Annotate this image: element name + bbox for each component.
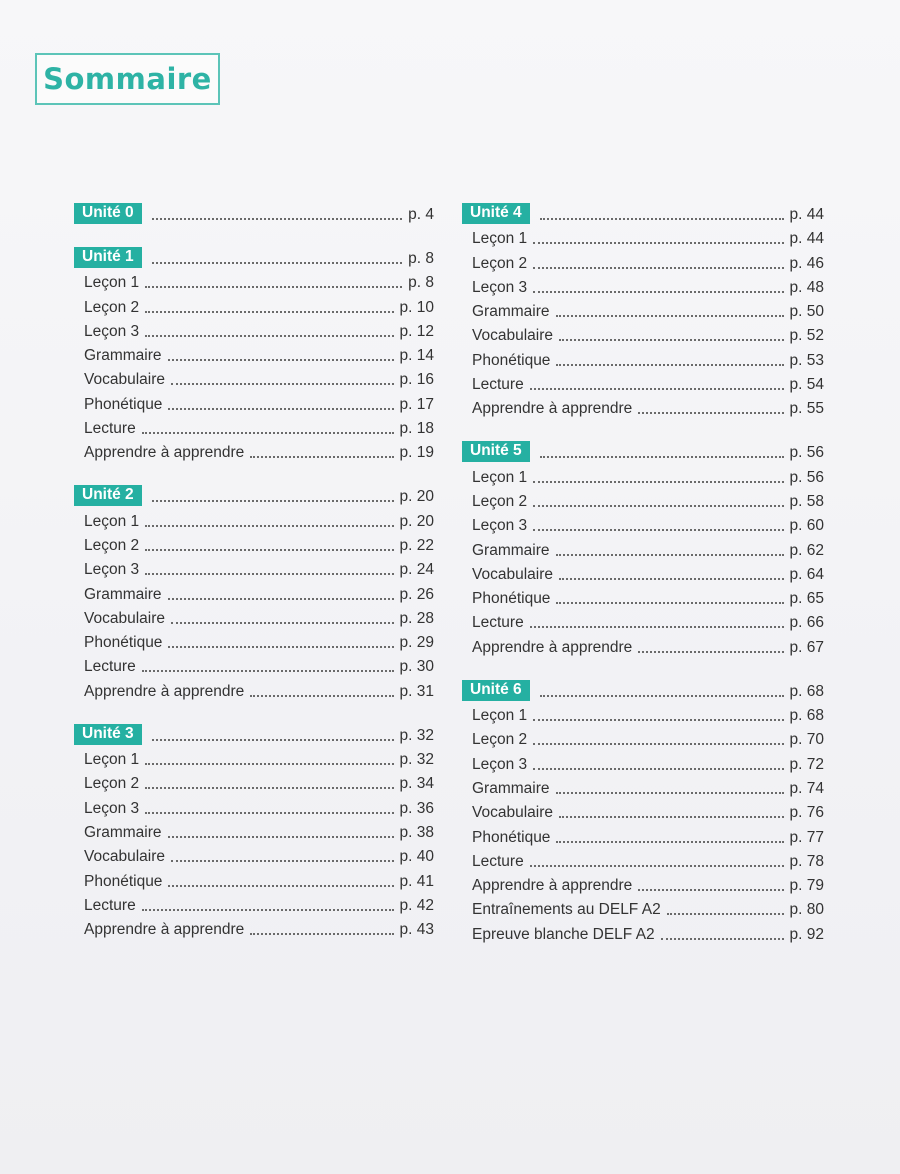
toc-entry[interactable] bbox=[74, 628, 434, 652]
toc-unit-heading[interactable] bbox=[74, 480, 434, 506]
toc-entry[interactable] bbox=[74, 652, 434, 676]
toc-entry[interactable] bbox=[74, 506, 434, 530]
entry-label: Leçon 2 bbox=[472, 731, 528, 749]
page-number: p. 18 bbox=[399, 420, 434, 438]
entry-label: Leçon 2 bbox=[84, 775, 140, 793]
page-number: p. 8 bbox=[408, 274, 434, 292]
toc-unit-heading[interactable] bbox=[74, 719, 434, 745]
toc-left-column bbox=[74, 198, 434, 957]
page-number: p. 40 bbox=[399, 848, 434, 866]
dot-leader bbox=[168, 836, 394, 838]
dot-leader bbox=[556, 364, 783, 366]
dot-leader bbox=[142, 670, 394, 672]
page-number: p. 34 bbox=[399, 775, 434, 793]
page-number: p. 22 bbox=[399, 536, 434, 554]
toc-entry[interactable] bbox=[462, 584, 824, 608]
dot-leader bbox=[145, 573, 393, 575]
toc-unit-heading[interactable] bbox=[462, 675, 824, 701]
dot-leader bbox=[638, 651, 783, 653]
toc-entry[interactable] bbox=[462, 774, 824, 798]
toc-entry[interactable] bbox=[462, 273, 824, 297]
dot-leader bbox=[142, 432, 394, 434]
entry-label: Leçon 2 bbox=[84, 298, 140, 316]
page-number: p. 20 bbox=[399, 488, 434, 506]
dot-leader bbox=[145, 549, 393, 551]
page-number: p. 76 bbox=[789, 804, 824, 822]
dot-leader bbox=[171, 622, 394, 624]
entry-label: Apprendre à apprendre bbox=[84, 444, 245, 462]
toc-entry[interactable] bbox=[74, 866, 434, 890]
page-number: p. 65 bbox=[789, 590, 824, 608]
entry-label: Leçon 3 bbox=[472, 278, 528, 296]
page-number: p. 17 bbox=[399, 395, 434, 413]
toc-entry[interactable] bbox=[462, 370, 824, 394]
toc-entry[interactable] bbox=[74, 891, 434, 915]
page-number: p. 68 bbox=[789, 682, 824, 700]
dot-leader bbox=[559, 816, 784, 818]
page-number: p. 42 bbox=[399, 896, 434, 914]
unit-badge: Unité 5 bbox=[462, 441, 530, 462]
page-number: p. 46 bbox=[789, 254, 824, 272]
dot-leader bbox=[559, 339, 784, 341]
page-number: p. 78 bbox=[789, 852, 824, 870]
entry-label: Apprendre à apprendre bbox=[84, 921, 245, 939]
dot-leader bbox=[556, 841, 783, 843]
page-number: p. 10 bbox=[399, 298, 434, 316]
toc-entry[interactable] bbox=[462, 798, 824, 822]
dot-leader bbox=[556, 315, 784, 317]
entry-label: Leçon 3 bbox=[84, 322, 140, 340]
toc-entry[interactable] bbox=[74, 341, 434, 365]
toc-entry[interactable] bbox=[74, 389, 434, 413]
entry-label: Grammaire bbox=[472, 303, 550, 321]
dot-leader bbox=[533, 481, 783, 483]
page-number: p. 72 bbox=[789, 755, 824, 773]
toc-entry[interactable] bbox=[74, 745, 434, 769]
dot-leader bbox=[638, 889, 783, 891]
unit-badge: Unité 3 bbox=[74, 724, 142, 745]
toc-entry[interactable] bbox=[462, 632, 824, 656]
entry-label: Leçon 1 bbox=[84, 751, 140, 769]
entry-label: Leçon 2 bbox=[472, 254, 528, 272]
page-number: p. 77 bbox=[789, 828, 824, 846]
toc-entry[interactable] bbox=[462, 511, 824, 535]
entry-label: Apprendre à apprendre bbox=[84, 682, 245, 700]
toc-entry[interactable] bbox=[74, 793, 434, 817]
toc-entry[interactable] bbox=[462, 749, 824, 773]
dot-leader bbox=[152, 500, 394, 502]
dot-leader bbox=[533, 529, 783, 531]
toc-entry[interactable] bbox=[462, 535, 824, 559]
toc-entry[interactable] bbox=[462, 847, 824, 871]
toc-unit bbox=[462, 198, 824, 418]
entry-label: Phonétique bbox=[84, 634, 163, 652]
dot-leader bbox=[533, 291, 783, 293]
entry-label: Leçon 3 bbox=[84, 561, 140, 579]
unit-badge: Unité 6 bbox=[462, 680, 530, 701]
entry-label: Lecture bbox=[84, 420, 136, 438]
toc-entry[interactable] bbox=[74, 438, 434, 462]
entry-label: Leçon 2 bbox=[472, 492, 528, 510]
entry-label: Apprendre à apprendre bbox=[472, 877, 633, 895]
entry-label: Apprendre à apprendre bbox=[472, 638, 633, 656]
dot-leader bbox=[145, 525, 393, 527]
sommaire-title-box bbox=[35, 53, 220, 105]
dot-leader bbox=[556, 554, 784, 556]
page-number: p. 74 bbox=[789, 779, 824, 797]
entry-label: Leçon 3 bbox=[84, 799, 140, 817]
page-number: p. 48 bbox=[789, 278, 824, 296]
dot-leader bbox=[145, 335, 393, 337]
page-number: p. 32 bbox=[399, 751, 434, 769]
page-number: p. 68 bbox=[789, 707, 824, 725]
page-number: p. 60 bbox=[789, 517, 824, 535]
toc-entry[interactable] bbox=[74, 604, 434, 628]
entry-label: Leçon 1 bbox=[84, 512, 140, 530]
entry-label: Phonétique bbox=[472, 828, 551, 846]
dot-leader bbox=[168, 408, 393, 410]
toc-entry[interactable] bbox=[462, 248, 824, 272]
page-number: p. 80 bbox=[789, 901, 824, 919]
toc-entry[interactable] bbox=[74, 365, 434, 389]
entry-label: Vocabulaire bbox=[84, 848, 166, 866]
entry-label: Vocabulaire bbox=[472, 327, 554, 345]
page-number: p. 38 bbox=[399, 823, 434, 841]
page-number: p. 62 bbox=[789, 541, 824, 559]
entry-label: Vocabulaire bbox=[84, 371, 166, 389]
page-number: p. 16 bbox=[399, 371, 434, 389]
page-number: p. 43 bbox=[399, 921, 434, 939]
toc-entry[interactable] bbox=[462, 895, 824, 919]
page-number: p. 32 bbox=[399, 726, 434, 744]
dot-leader bbox=[168, 885, 393, 887]
entry-label: Vocabulaire bbox=[84, 609, 166, 627]
toc-unit-heading[interactable] bbox=[462, 198, 824, 224]
dot-leader bbox=[171, 860, 394, 862]
page-number: p. 70 bbox=[789, 731, 824, 749]
toc-entry[interactable] bbox=[74, 915, 434, 939]
dot-leader bbox=[145, 812, 393, 814]
entry-label: Leçon 3 bbox=[472, 517, 528, 535]
toc-entry[interactable] bbox=[74, 769, 434, 793]
entry-label: Leçon 1 bbox=[472, 230, 528, 248]
toc-entry[interactable] bbox=[462, 725, 824, 749]
page-number: p. 8 bbox=[408, 250, 434, 267]
dot-leader bbox=[533, 267, 783, 269]
toc-entry[interactable] bbox=[74, 317, 434, 341]
dot-leader bbox=[533, 505, 783, 507]
toc-entry[interactable] bbox=[462, 560, 824, 584]
dot-leader bbox=[667, 913, 784, 915]
page-number: p. 92 bbox=[789, 925, 824, 943]
toc-entry[interactable] bbox=[462, 608, 824, 632]
page-number: p. 20 bbox=[399, 512, 434, 530]
dot-leader bbox=[250, 695, 393, 697]
dot-leader bbox=[530, 626, 784, 628]
toc-unit-heading[interactable] bbox=[74, 198, 434, 224]
toc-entry[interactable] bbox=[74, 414, 434, 438]
toc-entry[interactable] bbox=[74, 531, 434, 555]
dot-leader bbox=[145, 787, 393, 789]
page-number: p. 58 bbox=[789, 492, 824, 510]
toc-entry[interactable] bbox=[462, 822, 824, 846]
entry-label: Vocabulaire bbox=[472, 565, 554, 583]
entry-label: Lecture bbox=[84, 658, 136, 676]
entry-label: Leçon 2 bbox=[84, 536, 140, 554]
page-number: p. 4 bbox=[408, 206, 434, 223]
page-number: p. 54 bbox=[789, 376, 824, 394]
page-number: p. 30 bbox=[399, 658, 434, 676]
unit-badge: Unité 0 bbox=[74, 203, 142, 224]
dot-leader bbox=[250, 933, 393, 935]
toc-entry[interactable] bbox=[462, 487, 824, 511]
entry-label: Epreuve blanche DELF A2 bbox=[472, 925, 655, 943]
page-number: p. 26 bbox=[399, 585, 434, 603]
toc-entry[interactable] bbox=[462, 394, 824, 418]
dot-leader bbox=[556, 602, 783, 604]
toc-unit-heading[interactable] bbox=[462, 436, 824, 462]
page-number: p. 31 bbox=[399, 682, 434, 700]
dot-leader bbox=[556, 792, 784, 794]
toc-entry[interactable] bbox=[462, 462, 824, 486]
dot-leader bbox=[168, 359, 394, 361]
dot-leader bbox=[533, 242, 783, 244]
dot-leader bbox=[168, 598, 394, 600]
entry-label: Leçon 1 bbox=[472, 468, 528, 486]
toc-entry[interactable] bbox=[462, 297, 824, 321]
page-number: p. 56 bbox=[789, 468, 824, 486]
toc-right-column bbox=[462, 198, 824, 962]
toc-entry[interactable] bbox=[462, 224, 824, 248]
dot-leader bbox=[540, 456, 784, 458]
page-number: p. 44 bbox=[789, 206, 824, 223]
entry-label: Grammaire bbox=[84, 823, 162, 841]
page-number: p. 56 bbox=[789, 444, 824, 462]
page-number: p. 79 bbox=[789, 877, 824, 895]
dot-leader bbox=[250, 456, 393, 458]
unit-badge: Unité 4 bbox=[462, 203, 530, 224]
dot-leader bbox=[168, 646, 393, 648]
toc-entry[interactable] bbox=[462, 321, 824, 345]
entry-label: Grammaire bbox=[84, 347, 162, 365]
unit-badge: Unité 1 bbox=[74, 247, 142, 268]
page-number: p. 66 bbox=[789, 614, 824, 632]
entry-label: Entraînements au DELF A2 bbox=[472, 901, 661, 919]
entry-label: Apprendre à apprendre bbox=[472, 400, 633, 418]
entry-label: Leçon 3 bbox=[472, 755, 528, 773]
dot-leader bbox=[530, 388, 784, 390]
page-number: p. 28 bbox=[399, 609, 434, 627]
dot-leader bbox=[171, 383, 394, 385]
toc-unit bbox=[462, 436, 824, 656]
entry-label: Phonétique bbox=[472, 590, 551, 608]
toc-entry[interactable] bbox=[462, 919, 824, 943]
dot-leader bbox=[145, 286, 402, 288]
entry-label: Lecture bbox=[472, 376, 524, 394]
dot-leader bbox=[530, 865, 784, 867]
entry-label: Phonétique bbox=[472, 351, 551, 369]
toc-unit bbox=[74, 719, 434, 939]
dot-leader bbox=[540, 218, 784, 220]
toc-entry[interactable] bbox=[74, 579, 434, 603]
toc-unit bbox=[74, 242, 434, 462]
entry-label: Lecture bbox=[84, 896, 136, 914]
entry-label: Lecture bbox=[472, 614, 524, 632]
dot-leader bbox=[152, 218, 402, 220]
toc-entry[interactable] bbox=[74, 818, 434, 842]
toc-entry[interactable] bbox=[74, 842, 434, 866]
page-number: p. 14 bbox=[399, 347, 434, 365]
dot-leader bbox=[142, 909, 394, 911]
dot-leader bbox=[533, 768, 783, 770]
page-number: p. 41 bbox=[399, 872, 434, 890]
dot-leader bbox=[533, 719, 783, 721]
page-number: p. 53 bbox=[789, 351, 824, 369]
page-number: p. 29 bbox=[399, 634, 434, 652]
toc-unit bbox=[74, 480, 434, 700]
unit-badge: Unité 2 bbox=[74, 485, 142, 506]
page-number: p. 52 bbox=[789, 327, 824, 345]
page-number: p. 50 bbox=[789, 303, 824, 321]
entry-label: Vocabulaire bbox=[472, 804, 554, 822]
entry-label: Leçon 1 bbox=[472, 707, 528, 725]
entry-label: Phonétique bbox=[84, 395, 163, 413]
dot-leader bbox=[152, 262, 402, 264]
toc-entry[interactable] bbox=[74, 292, 434, 316]
toc-unit bbox=[462, 675, 824, 944]
entry-label: Grammaire bbox=[472, 779, 550, 797]
toc-unit bbox=[74, 198, 434, 224]
dot-leader bbox=[540, 695, 784, 697]
entry-label: Grammaire bbox=[472, 541, 550, 559]
entry-label: Lecture bbox=[472, 852, 524, 870]
page-number: p. 55 bbox=[789, 400, 824, 418]
dot-leader bbox=[533, 743, 783, 745]
page-title: Sommaire bbox=[43, 62, 212, 96]
dot-leader bbox=[145, 311, 393, 313]
page-number: p. 24 bbox=[399, 561, 434, 579]
entry-label: Leçon 1 bbox=[84, 274, 140, 292]
toc-entry[interactable] bbox=[462, 871, 824, 895]
page-number: p. 64 bbox=[789, 565, 824, 583]
dot-leader bbox=[145, 763, 393, 765]
dot-leader bbox=[638, 412, 783, 414]
page-number: p. 12 bbox=[399, 322, 434, 340]
toc-entry[interactable] bbox=[462, 345, 824, 369]
page-number: p. 36 bbox=[399, 799, 434, 817]
entry-label: Phonétique bbox=[84, 872, 163, 890]
dot-leader bbox=[152, 739, 394, 741]
toc-entry[interactable] bbox=[74, 676, 434, 700]
page-number: p. 19 bbox=[399, 444, 434, 462]
toc-entry[interactable] bbox=[74, 268, 434, 292]
page-number: p. 67 bbox=[789, 638, 824, 656]
toc-unit-heading[interactable] bbox=[74, 242, 434, 268]
toc-entry[interactable] bbox=[74, 555, 434, 579]
dot-leader bbox=[559, 578, 784, 580]
entry-label: Grammaire bbox=[84, 585, 162, 603]
page-number: p. 44 bbox=[789, 230, 824, 248]
toc-entry[interactable] bbox=[462, 701, 824, 725]
dot-leader bbox=[661, 938, 784, 940]
